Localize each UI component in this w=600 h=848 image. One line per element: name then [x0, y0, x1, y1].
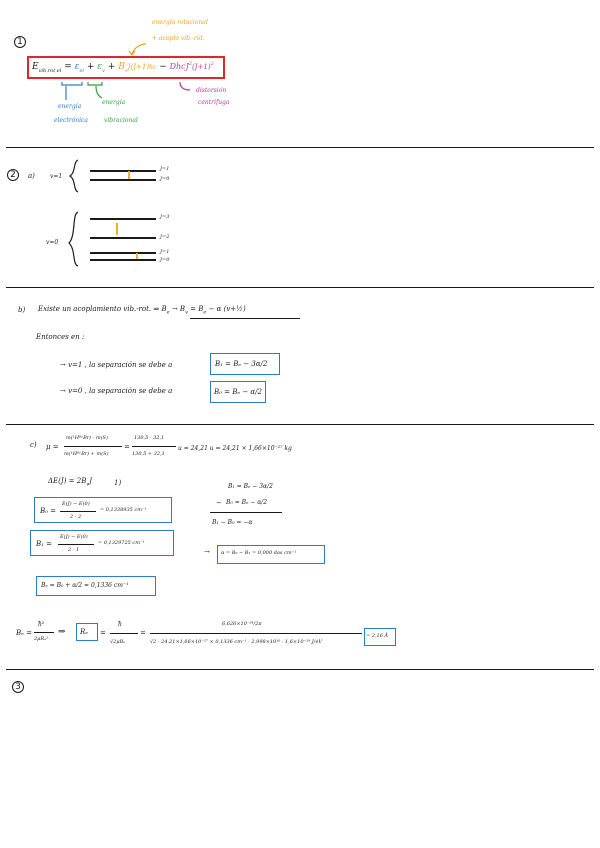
q2b-line2-box-text: B₀ = Bₑ − α/2	[214, 388, 262, 396]
q2c-r-impl: ⇒	[58, 627, 66, 637]
formula-term-el-sub: el	[79, 67, 85, 74]
note-distorsion-2: centrífuga	[198, 99, 230, 106]
q2c-r-big-den: √2 · 24,21×1,66×10⁻²⁷ × 0,1336 cm⁻¹ · 2,998×10¹⁰ · 1,6×10⁻¹⁹ J/eV	[150, 639, 323, 645]
q2c-sys2: B₀ = Bₑ − α/2	[226, 499, 268, 506]
q2c-mu-fracline2	[132, 446, 176, 447]
formula-plus-2: +	[104, 62, 119, 72]
q2c-delta-sub: v	[86, 481, 90, 488]
q2c-r-lhs: Bₑ =	[16, 629, 32, 637]
formula-term-v-sub: v	[102, 67, 105, 74]
formula-lhs-sub: vib,rot,el	[38, 67, 62, 74]
q2c-part-label: c)	[30, 441, 37, 449]
q2b-statement-sub: e	[166, 309, 170, 316]
note-energia-electronica-1: energía	[58, 103, 82, 110]
formula-minus: −	[156, 62, 170, 72]
q2c-r-num: ħ²	[38, 621, 45, 628]
divider-2	[6, 287, 594, 288]
formula-eq: =	[61, 62, 75, 72]
divider-3	[6, 424, 594, 425]
q2c-re-box-text: Rₑ	[80, 628, 88, 636]
q2c-delta-j: 1)	[114, 479, 122, 487]
q2c-sys-minus: −	[216, 499, 222, 507]
q2c-mu: μ =	[46, 443, 59, 451]
q2c-mu-num2: 130,5 · 32,1	[134, 435, 165, 441]
formula-term-dist-sup2: 2	[210, 61, 214, 67]
note-energia-vibracional-1: energía	[102, 99, 126, 106]
formula-term-rot: B	[118, 62, 125, 72]
q2c-mu-den2: 130,5 + 32,1	[132, 451, 165, 457]
q2b-be-sub: e	[203, 309, 207, 316]
level-v1-j0	[90, 179, 156, 181]
q2c-r-fracline2	[110, 633, 138, 634]
level-v1-j1	[90, 170, 156, 172]
level-v0-j2	[90, 237, 156, 239]
q2c-b1-val: = 0,1329725 cm⁻¹	[98, 540, 145, 546]
formula-term-dist-sup: 2	[188, 61, 193, 67]
q2b-part-label: b)	[18, 306, 26, 314]
q2c-r-big-num: 6,626×10⁻³⁴/2π	[222, 621, 262, 627]
q2c-r-den2: √2μBₑ	[110, 639, 126, 645]
q2c-delta-tail: J	[89, 477, 92, 485]
q2c-b1-num: E(J) − E(0)	[60, 534, 88, 540]
q2b-underline	[190, 318, 300, 319]
v0-level-j3: J=3	[160, 214, 170, 220]
q2c-r-eq2: =	[140, 629, 146, 637]
q2c-sys1: B₁ = Bₑ − 3α/2	[228, 483, 273, 490]
transition-arrow-v0-a	[116, 223, 118, 235]
q2b-line1-box-text: B₁ = Bₑ − 3α/2	[215, 360, 268, 368]
q2c-alpha-box-text: α = B₀ − B₁ = 0,000 das cm⁻¹	[221, 550, 297, 556]
q2c-sys-line	[210, 512, 282, 513]
q2c-mu-den: m(¹H⁸¹Br) + m(S)	[64, 451, 109, 457]
v1-level-j0: J=0	[160, 176, 170, 182]
q2c-alpha-arrow: →	[204, 548, 210, 556]
divider-4	[6, 669, 594, 670]
q2c-mu-result: u = 24,21 u = 24,21 × 1,66×10⁻²⁷ kg	[178, 445, 292, 452]
note-acoplo-vib-rot: + acoplo vib.-rot.	[152, 35, 205, 42]
formula-term-rot-hc: hc	[149, 64, 157, 71]
formula-term-el: ε	[74, 62, 80, 72]
formula-term-rot-tail: J(J+1)	[127, 63, 150, 71]
q2b-bv-eq: = B	[187, 305, 204, 313]
note-energia-rotacional: energía rotacional	[152, 19, 208, 26]
v0-level-j1: J=1	[160, 249, 170, 255]
q2c-delta	[48, 478, 92, 487]
note-energia-vibracional-2: vibracional	[104, 117, 138, 124]
q2c-mu-fracline	[64, 446, 122, 447]
q2c-delta-text: ΔE(J) = 2B	[48, 477, 87, 485]
formula-term-dist: DhcJ	[169, 62, 189, 71]
q2b-bv-tail: − α (v+½)	[206, 305, 246, 313]
q2c-r-eq: =	[100, 629, 106, 637]
q2c-r-result: = 2,16 Å	[366, 633, 389, 639]
q2c-mu-eq: =	[124, 443, 130, 451]
transition-arrow-v1	[128, 171, 130, 179]
q2c-r-num2: ħ	[118, 621, 122, 628]
q2c-b0-den: 2 · 2	[70, 514, 82, 520]
note-energia-electronica-2: electrónica	[54, 117, 88, 124]
v0-level-j2: J=2	[160, 234, 170, 240]
q2c-b0-fracline	[60, 511, 96, 512]
formula-lhs: E	[32, 62, 39, 72]
q2b-arrow: →	[169, 305, 180, 313]
q2c-mu-num: m(¹H⁸¹Br) · m(S)	[66, 435, 108, 441]
q2c-b0-num: E(J) − E(0)	[62, 501, 90, 507]
q2c-b1-den: 2 · 1	[68, 547, 80, 553]
q2b-line1-prefix: → v=1 , la separación se debe a	[60, 361, 173, 369]
q2c-r-big-fracline	[150, 633, 362, 634]
q2c-r-den: 2μRₑ²	[34, 636, 49, 642]
q2c-be-box-text: Bₑ = B₀ + α/2 = 0,1336 cm⁻¹	[41, 582, 129, 589]
transition-arrow-v0-b	[136, 253, 138, 259]
q2b-statement	[38, 306, 246, 315]
level-v0-j3	[90, 218, 156, 220]
level-v0-j1	[90, 252, 156, 254]
q2a-part-label: a)	[28, 172, 35, 180]
note-distorsion-1: distorsión	[196, 87, 227, 94]
question-1-number: 1	[14, 36, 26, 48]
q2c-sys3: B₁ − B₀ = −α	[212, 519, 253, 526]
q2b-statement-text: Existe un acoplamiento vib.-rot. ⇒ B	[38, 305, 167, 313]
v0-level-j0: J=0	[160, 257, 170, 263]
formula-plus-1: +	[84, 62, 98, 72]
question-2-number: 2	[7, 169, 19, 181]
q2c-b0-val: = 0,1338935 cm⁻¹	[100, 507, 147, 513]
v1-label: v=1	[50, 173, 63, 180]
formula-term-dist-tail: (J+1)	[192, 63, 211, 71]
level-v0-j0	[90, 259, 156, 261]
v1-level-j1: J=1	[160, 166, 170, 172]
v0-label: v=0	[46, 239, 59, 246]
formula-term-rot-sub: v	[124, 67, 128, 74]
q2c-b1-fracline	[58, 544, 94, 545]
q2b-then: Entonces en :	[36, 333, 85, 341]
formula-term-v: ε	[97, 62, 103, 72]
q2b-bv-sub: v	[185, 309, 188, 316]
q2c-b1-lhs: B₁ =	[36, 540, 53, 548]
question-3-number: 3	[12, 681, 24, 693]
q2b-line2-prefix: → v=0 , la separación se debe a	[60, 387, 173, 395]
q2c-r-fracline	[34, 632, 54, 633]
q2b-bv: B	[179, 305, 186, 313]
q2c-b0-lhs: B₀ =	[40, 507, 57, 515]
